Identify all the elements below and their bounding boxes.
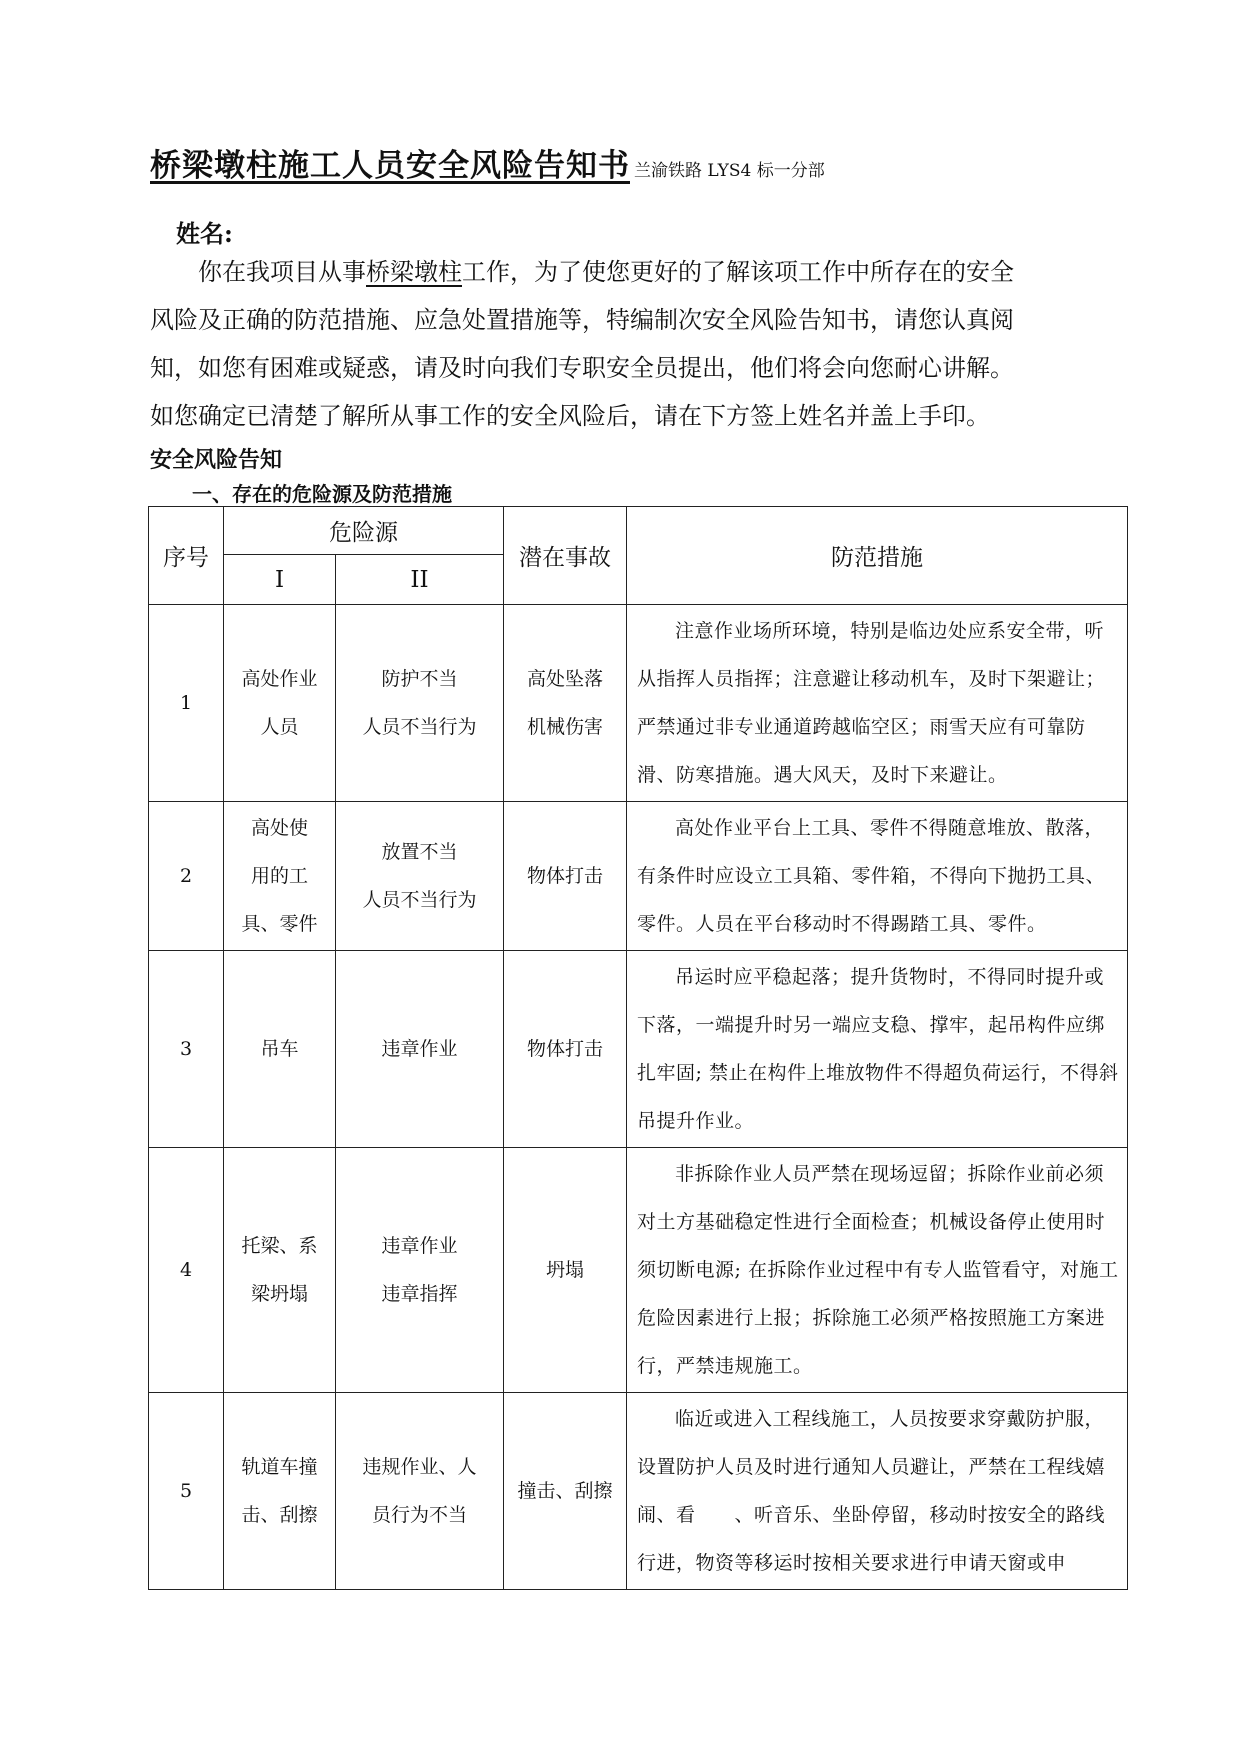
table-row: [149, 802, 1128, 951]
row-source-2: [336, 951, 504, 1148]
row-source-1: [224, 802, 336, 951]
header-accident: 潜在事故: [504, 507, 627, 605]
document-title-line: [150, 140, 1150, 185]
row-seq: 5: [149, 1393, 224, 1590]
document-title: 桥梁墩柱施工人员安全风险告知书: [150, 148, 630, 184]
row-measures: 注意作业场所环境，特别是临边处应系安全带，听从指挥人员指挥；注意避让移动机车，及时下架避让；严禁通过非专业通道跨越临空区；雨雪天应有可靠防滑、防寒措施。遇大风天，及时下来避让。: [627, 605, 1128, 802]
row-source-1-line: 轨道车撞: [241, 1456, 318, 1478]
intro-line-1: [150, 248, 1050, 296]
row-measures: 非拆除作业人员严禁在现场逗留；拆除作业前必须对土方基础稳定性进行全面检查；机械设备停止使用时须切断电源; 在拆除作业过程中有专人监管看守，对施工危险因素进行上报；拆除施工必须严格按照施工方案进行，严禁违规施工。: [627, 1148, 1128, 1393]
row-source-2-line: 违章指挥: [381, 1283, 458, 1305]
row-accident-line: 物体打击: [526, 865, 603, 887]
row-source-2: [336, 1393, 504, 1590]
row-accident: [504, 1393, 627, 1590]
row-source-1: [224, 605, 336, 802]
row-measures: 临近或进入工程线施工，人员按要求穿戴防护服，设置防护人员及时进行通知人员避让，严禁在工程线嬉闹、看 、听音乐、坐卧停留，移动时按安全的路线行进，物资等移运时按相关要求进行申请天窗或申: [627, 1393, 1128, 1590]
intro-job-name: 桥梁墩柱: [366, 258, 462, 286]
row-source-2: [336, 1148, 504, 1393]
row-source-1-line: 托梁、系: [241, 1235, 318, 1257]
header-hazard-1: I: [224, 555, 336, 605]
intro-line-3: 知，如您有困难或疑惑，请及时向我们专职安全员提出，他们将会向您耐心讲解。: [150, 354, 1014, 382]
intro-paragraph: [150, 248, 1050, 440]
row-seq: 4: [149, 1148, 224, 1393]
row-source-2: [336, 802, 504, 951]
row-source-2-line: 人员不当行为: [362, 716, 477, 738]
name-label: 姓名:: [176, 219, 233, 248]
row-source-1-line: 击、刮擦: [241, 1504, 318, 1526]
row-source-1-line: 吊车: [260, 1038, 299, 1060]
row-source-1: [224, 951, 336, 1148]
row-accident-line: 物体打击: [526, 1038, 603, 1060]
row-accident-line: 撞击、刮擦: [517, 1480, 613, 1502]
row-measures: 高处作业平台上工具、零件不得随意堆放、散落，有条件时应设立工具箱、零件箱，不得向下抛扔工具、零件。人员在平台移动时不得踢踏工具、零件。: [627, 802, 1128, 951]
table-row: [149, 1393, 1128, 1590]
section-title: 安全风险告知: [150, 447, 283, 473]
row-source-2-line: 人员不当行为: [362, 889, 477, 911]
row-accident: [504, 605, 627, 802]
header-measures: 防范措施: [627, 507, 1128, 605]
header-seq: 序号: [149, 507, 224, 605]
row-source-1-line: 人员: [260, 716, 299, 738]
row-seq: 2: [149, 802, 224, 951]
row-source-2-line: 违规作业、人: [362, 1456, 477, 1478]
subsection-title: 一、存在的危险源及防范措施: [192, 482, 452, 506]
row-source-1-line: 用的工: [250, 865, 308, 887]
row-source-2-line: 员行为不当: [371, 1504, 467, 1526]
row-source-2-line: 防护不当: [381, 668, 458, 690]
table-row: [149, 605, 1128, 802]
document-subtitle: 兰渝铁路 LYS4 标一分部: [634, 161, 825, 181]
row-accident-line: 坍塌: [545, 1259, 584, 1281]
row-source-2-line: 违章作业: [381, 1038, 458, 1060]
header-hazard: 危险源: [224, 507, 504, 555]
row-accident-line: 高处坠落: [526, 668, 603, 690]
row-accident: [504, 802, 627, 951]
row-accident-line: 机械伤害: [526, 716, 603, 738]
intro-line-2: 风险及正确的防范措施、应急处置措施等，特编制次安全风险告知书，请您认真阅: [150, 306, 1014, 334]
row-source-1: [224, 1148, 336, 1393]
intro-line-1-pre: 你在我项目从事: [198, 258, 366, 286]
table-row: [149, 1148, 1128, 1393]
intro-line-1-post: 工作，为了使您更好的了解该项工作中所存在的安全: [462, 258, 1014, 286]
row-measures: 吊运时应平稳起落；提升货物时，不得同时提升或下落，一端提升时另一端应支稳、撑牢，起吊构件应绑扎牢固; 禁止在构件上堆放物件不得超负荷运行，不得斜吊提升作业。: [627, 951, 1128, 1148]
row-source-2: [336, 605, 504, 802]
row-source-1-line: 高处使: [250, 817, 308, 839]
row-accident: [504, 1148, 627, 1393]
row-source-1-line: 具、零件: [241, 913, 318, 935]
intro-line-4: 如您确定已清楚了解所从事工作的安全风险后，请在下方签上姓名并盖上手印。: [150, 402, 990, 430]
row-source-1-line: 高处作业: [241, 668, 318, 690]
row-source-2-line: 放置不当: [381, 841, 458, 863]
row-accident: [504, 951, 627, 1148]
row-source-1: [224, 1393, 336, 1590]
row-seq: 1: [149, 605, 224, 802]
row-source-1-line: 梁坍塌: [250, 1283, 308, 1305]
header-hazard-2: II: [336, 555, 504, 605]
row-source-2-line: 违章作业: [381, 1235, 458, 1257]
table-row: [149, 951, 1128, 1148]
row-seq: 3: [149, 951, 224, 1148]
risk-table: [148, 506, 1128, 1590]
